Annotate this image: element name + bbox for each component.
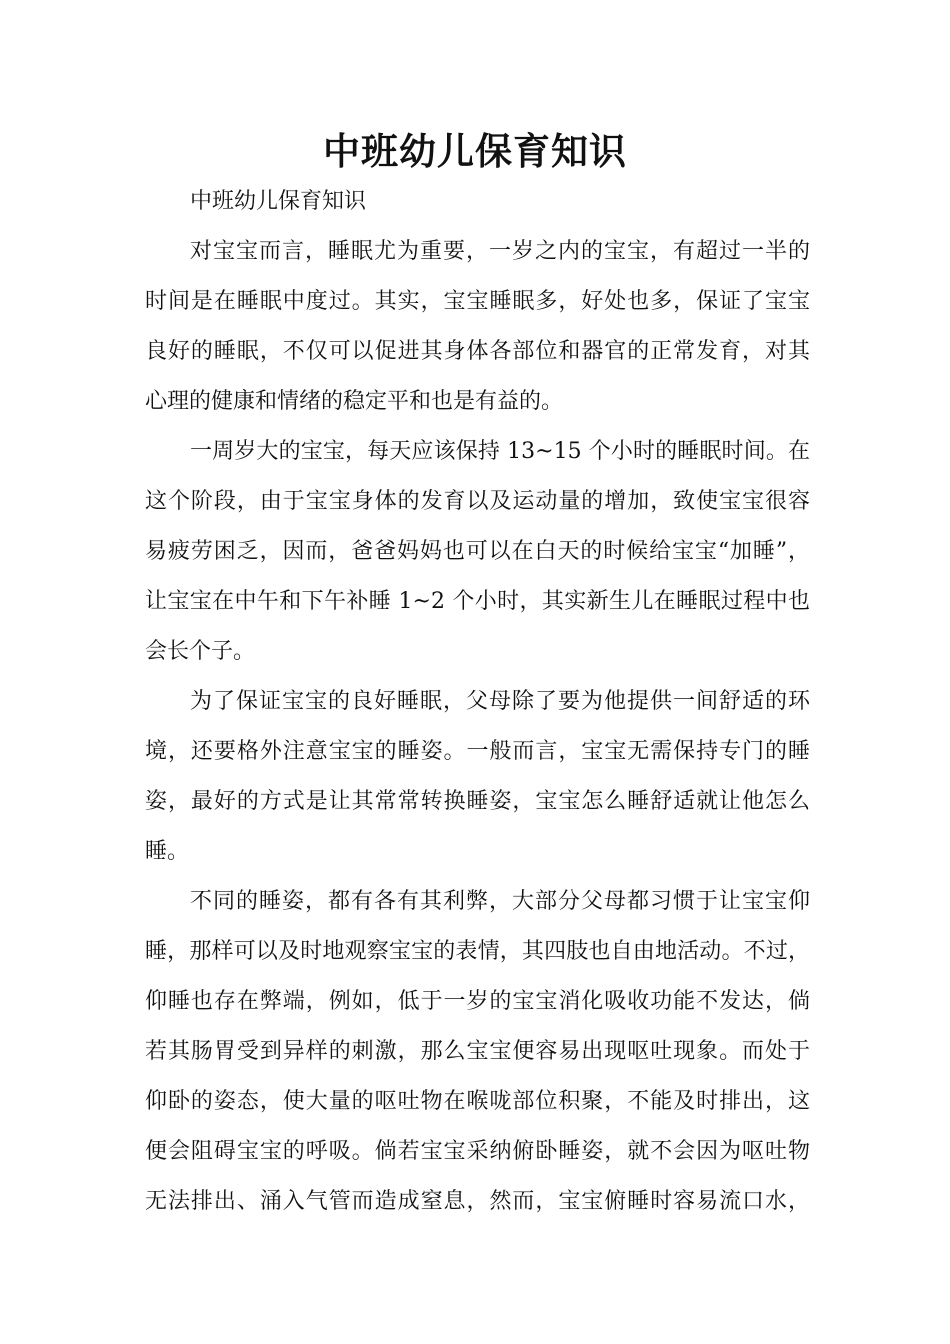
- paragraph-line: 不同的睡姿，都有各有其利弊，大部分父母都习惯于让宝宝仰: [190, 889, 810, 914]
- paragraph-line: 一周岁大的宝宝，每天应该保持 13~15 个小时的睡眠时间。在: [190, 439, 810, 464]
- paragraph-line: 仰睡也存在弊端，例如，低于一岁的宝宝消化吸收功能不发达，倘: [145, 989, 810, 1014]
- paragraph-line: 睡，那样可以及时地观察宝宝的表情，其四肢也自由地活动。不过，: [145, 939, 810, 964]
- document-subtitle: 中班幼儿保育知识: [190, 189, 367, 214]
- paragraph-line: 时间是在睡眠中度过。其实，宝宝睡眠多，好处也多，保证了宝宝: [145, 289, 810, 314]
- paragraph-line: 姿，最好的方式是让其常常转换睡姿，宝宝怎么睡舒适就让他怎么: [145, 789, 810, 814]
- paragraph-line: 对宝宝而言，睡眠尤为重要，一岁之内的宝宝，有超过一半的: [190, 239, 810, 264]
- paragraph-line: 睡。: [145, 839, 190, 864]
- paragraph-line: 让宝宝在中午和下午补睡 1~2 个小时，其实新生儿在睡眠过程中也: [145, 589, 810, 614]
- paragraph-line: 若其肠胃受到异样的刺激，那么宝宝便容易出现呕吐现象。而处于: [145, 1039, 810, 1064]
- paragraph-line: 这个阶段，由于宝宝身体的发育以及运动量的增加，致使宝宝很容: [145, 489, 810, 514]
- paragraph-line: 易疲劳困乏，因而，爸爸妈妈也可以在白天的时候给宝宝“加睡”，: [145, 539, 810, 564]
- paragraph-line: 会长个子。: [145, 639, 256, 664]
- paragraph-line: 便会阻碍宝宝的呼吸。倘若宝宝采纳俯卧睡姿，就不会因为呕吐物: [145, 1139, 810, 1164]
- paragraph-line: 良好的睡眠，不仅可以促进其身体各部位和器官的正常发育，对其: [145, 339, 810, 364]
- paragraph-line: 无法排出、涌入气管而造成窒息，然而，宝宝俯睡时容易流口水，: [145, 1189, 810, 1214]
- paragraph-line: 境，还要格外注意宝宝的睡姿。一般而言，宝宝无需保持专门的睡: [145, 739, 810, 764]
- paragraph-line: 仰卧的姿态，使大量的呕吐物在喉咙部位积聚，不能及时排出，这: [145, 1089, 810, 1114]
- paragraph-line: 心理的健康和情绪的稳定平和也是有益的。: [145, 389, 564, 414]
- paragraph-line: 为了保证宝宝的良好睡眠，父母除了要为他提供一间舒适的环: [190, 689, 810, 714]
- document-body: [145, 177, 810, 1227]
- document-title: 中班幼儿保育知识: [323, 130, 627, 173]
